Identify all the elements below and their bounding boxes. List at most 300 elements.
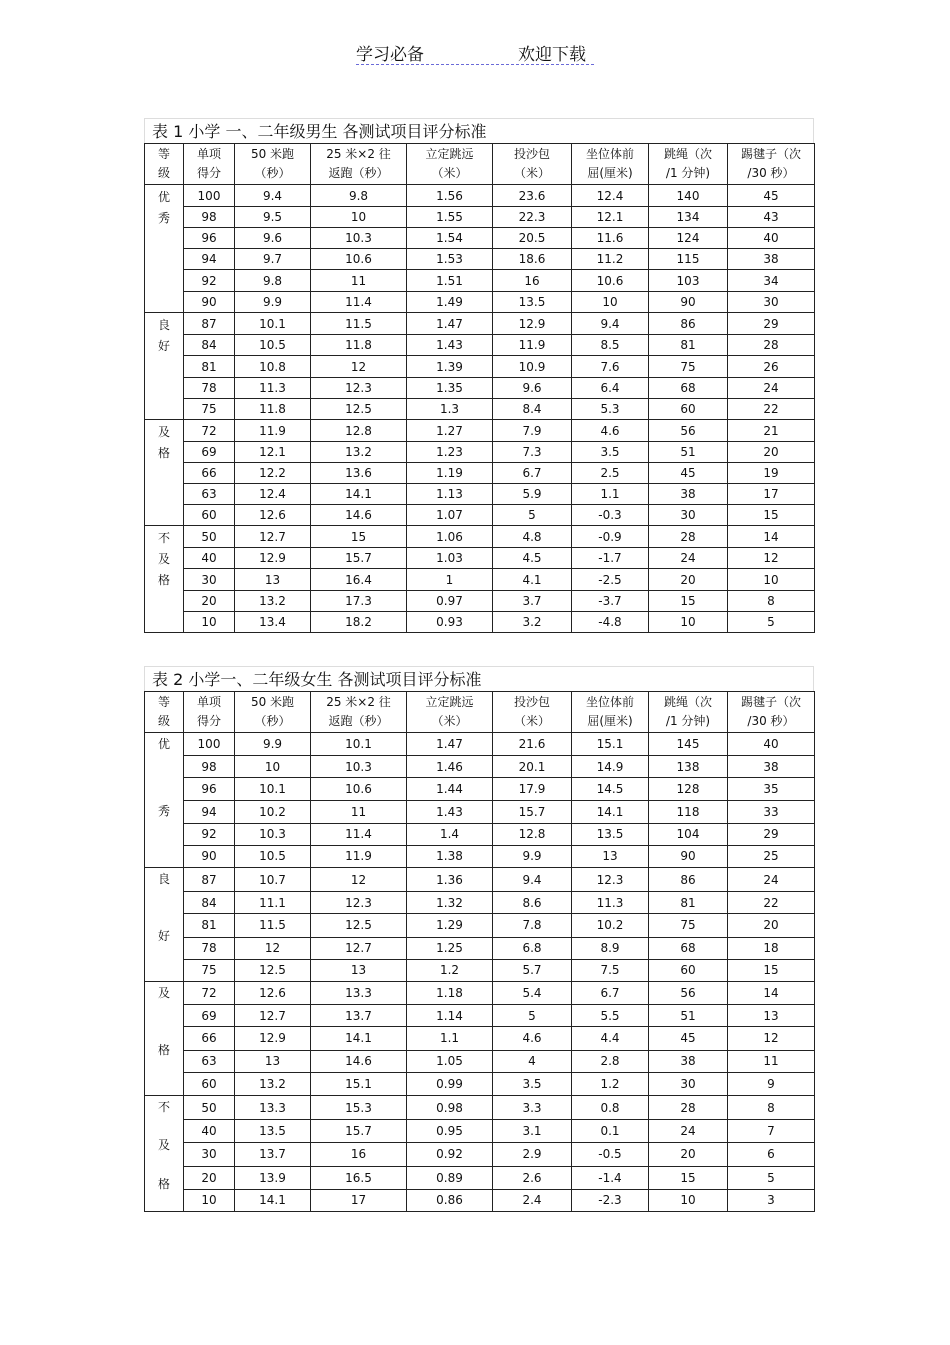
value-cell: 28 — [649, 1096, 728, 1120]
column-header — [184, 144, 235, 185]
value-cell: 2.8 — [572, 1050, 649, 1072]
column-header — [145, 692, 184, 733]
score-cell: 87 — [184, 313, 235, 335]
value-cell: 33 — [728, 801, 815, 823]
table-row — [145, 733, 815, 756]
value-cell: 12.8 — [311, 420, 407, 442]
value-cell: 115 — [649, 249, 728, 270]
score-cell: 100 — [184, 185, 235, 207]
value-cell: 1.18 — [407, 982, 493, 1005]
value-cell: 14.1 — [311, 484, 407, 505]
value-cell: 1.05 — [407, 1050, 493, 1072]
score-cell: 78 — [184, 378, 235, 399]
value-cell: 38 — [649, 484, 728, 505]
value-cell: 13.4 — [235, 612, 311, 633]
value-cell: 2.9 — [493, 1143, 572, 1166]
column-header-line: 50 米跑 — [250, 147, 295, 161]
table-row — [145, 335, 815, 356]
value-cell: 45 — [649, 463, 728, 484]
value-cell: 6.4 — [572, 378, 649, 399]
value-cell: 15 — [728, 959, 815, 981]
column-header — [407, 692, 493, 733]
grade-label-char: 优 — [157, 190, 170, 204]
value-cell: -2.5 — [572, 569, 649, 591]
table-row — [145, 612, 815, 633]
value-cell: 11.8 — [235, 399, 311, 420]
table-row — [145, 959, 815, 981]
value-cell: 15.7 — [311, 548, 407, 569]
score-cell: 84 — [184, 892, 235, 914]
grade-cell — [145, 313, 184, 420]
value-cell: 11.2 — [572, 249, 649, 270]
grade-label-char: 格 — [157, 1176, 170, 1191]
value-cell: 10.1 — [311, 733, 407, 756]
value-cell: -1.7 — [572, 548, 649, 569]
value-cell: 24 — [649, 1120, 728, 1143]
value-cell: 1.43 — [407, 801, 493, 823]
value-cell: 11.9 — [493, 335, 572, 356]
table-row — [145, 1050, 815, 1072]
value-cell: 1.36 — [407, 868, 493, 892]
value-cell: 14.6 — [311, 505, 407, 526]
table-row — [145, 569, 815, 591]
value-cell: 6.7 — [493, 463, 572, 484]
value-cell: 10.3 — [311, 228, 407, 249]
grade-cell — [145, 868, 184, 982]
table-row — [145, 399, 815, 420]
column-header-line: /30 秒） — [747, 714, 795, 728]
score-cell: 40 — [184, 548, 235, 569]
column-header-line: 跳绳（次 — [663, 147, 712, 161]
column-header — [572, 144, 649, 185]
value-cell: 12.5 — [311, 399, 407, 420]
column-header-line: 投沙包 — [513, 695, 550, 709]
value-cell: 12.5 — [311, 914, 407, 937]
value-cell: 22.3 — [493, 207, 572, 228]
value-cell: 17 — [728, 484, 815, 505]
header-row — [145, 144, 815, 185]
value-cell: 13 — [235, 1050, 311, 1072]
value-cell: 1.03 — [407, 548, 493, 569]
value-cell: 1.07 — [407, 505, 493, 526]
value-cell: 14.1 — [311, 1027, 407, 1050]
grade-label-char: 良 — [157, 872, 170, 886]
table-row — [145, 292, 815, 313]
value-cell: 30 — [728, 292, 815, 313]
score-cell: 92 — [184, 823, 235, 845]
table-row — [145, 270, 815, 292]
value-cell: 5 — [728, 1166, 815, 1189]
value-cell: 12 — [311, 868, 407, 892]
score-cell: 40 — [184, 1120, 235, 1143]
column-header — [649, 144, 728, 185]
value-cell: 13 — [572, 845, 649, 867]
value-cell: 81 — [649, 892, 728, 914]
value-cell: 134 — [649, 207, 728, 228]
value-cell: 13.2 — [311, 442, 407, 463]
value-cell: 7.9 — [493, 420, 572, 442]
table-row — [145, 228, 815, 249]
column-header — [311, 144, 407, 185]
grade-label-char: 及 — [157, 552, 170, 566]
score-cell: 72 — [184, 982, 235, 1005]
value-cell: 17.3 — [311, 591, 407, 612]
grade-cell — [145, 1096, 184, 1212]
table-row — [145, 778, 815, 801]
value-cell: 15 — [311, 526, 407, 548]
value-cell: -4.8 — [572, 612, 649, 633]
table-row — [145, 463, 815, 484]
value-cell: 11.9 — [311, 845, 407, 867]
score-cell: 20 — [184, 591, 235, 612]
score-cell: 20 — [184, 1166, 235, 1189]
score-cell: 81 — [184, 914, 235, 937]
value-cell: 25 — [728, 845, 815, 867]
value-cell: 14 — [728, 982, 815, 1005]
value-cell: 28 — [728, 335, 815, 356]
value-cell: 24 — [728, 868, 815, 892]
score-cell: 84 — [184, 335, 235, 356]
value-cell: 15.1 — [572, 733, 649, 756]
column-header-line: 级 — [157, 166, 170, 180]
score-cell: 96 — [184, 228, 235, 249]
value-cell: 29 — [728, 823, 815, 845]
value-cell: 20 — [728, 914, 815, 937]
value-cell: 12.6 — [235, 505, 311, 526]
value-cell: 1.14 — [407, 1005, 493, 1027]
grade-label-char: 不 — [157, 1100, 170, 1114]
value-cell: 0.93 — [407, 612, 493, 633]
column-header-line: 踢毽子（次 — [740, 147, 801, 161]
value-cell: 4.4 — [572, 1027, 649, 1050]
value-cell: 10 — [235, 756, 311, 778]
score-cell: 75 — [184, 959, 235, 981]
value-cell: 10.6 — [311, 778, 407, 801]
column-header-line: 得分 — [196, 166, 221, 180]
value-cell: 18 — [728, 937, 815, 959]
score-cell: 94 — [184, 801, 235, 823]
value-cell: 20 — [728, 442, 815, 463]
value-cell: 4.6 — [572, 420, 649, 442]
value-cell: 10.9 — [493, 356, 572, 378]
column-header-line: （米） — [513, 166, 550, 180]
value-cell: 3.7 — [493, 591, 572, 612]
value-cell: 5.9 — [493, 484, 572, 505]
value-cell: 8.5 — [572, 335, 649, 356]
value-cell: 13.2 — [235, 1072, 311, 1095]
value-cell: 3.1 — [493, 1120, 572, 1143]
value-cell: 1.27 — [407, 420, 493, 442]
value-cell: 0.95 — [407, 1120, 493, 1143]
value-cell: 14 — [728, 526, 815, 548]
value-cell: 6 — [728, 1143, 815, 1166]
table-row — [145, 823, 815, 845]
value-cell: -2.3 — [572, 1189, 649, 1211]
score-cell: 66 — [184, 1027, 235, 1050]
value-cell: 11.5 — [311, 313, 407, 335]
table-row — [145, 1120, 815, 1143]
table-row — [145, 526, 815, 548]
value-cell: 1.51 — [407, 270, 493, 292]
value-cell: 1.3 — [407, 399, 493, 420]
table-row — [145, 1072, 815, 1095]
value-cell: 7.8 — [493, 914, 572, 937]
value-cell: 60 — [649, 399, 728, 420]
value-cell: 5 — [728, 612, 815, 633]
value-cell: 24 — [728, 378, 815, 399]
column-header — [235, 144, 311, 185]
value-cell: 1.32 — [407, 892, 493, 914]
column-header-line: 坐位体前 — [585, 147, 634, 161]
value-cell: 9.5 — [235, 207, 311, 228]
score-cell: 94 — [184, 249, 235, 270]
value-cell: 9.6 — [493, 378, 572, 399]
value-cell: 11 — [728, 1050, 815, 1072]
score-cell: 50 — [184, 526, 235, 548]
value-cell: 11.5 — [235, 914, 311, 937]
value-cell: 28 — [649, 526, 728, 548]
grade-label-char: 格 — [157, 573, 170, 587]
value-cell: 68 — [649, 937, 728, 959]
table-row — [145, 1005, 815, 1027]
value-cell: 9.9 — [235, 733, 311, 756]
score-cell: 60 — [184, 505, 235, 526]
value-cell: 1.1 — [572, 484, 649, 505]
value-cell: 1.06 — [407, 526, 493, 548]
value-cell: 10.1 — [235, 778, 311, 801]
value-cell: 45 — [728, 185, 815, 207]
value-cell: 1.1 — [407, 1027, 493, 1050]
value-cell: 12.2 — [235, 463, 311, 484]
value-cell: 7.3 — [493, 442, 572, 463]
value-cell: 6.8 — [493, 937, 572, 959]
value-cell: 11.4 — [311, 823, 407, 845]
column-header-line: （米） — [431, 714, 468, 728]
score-cell: 78 — [184, 937, 235, 959]
value-cell: 1.56 — [407, 185, 493, 207]
value-cell: 16.4 — [311, 569, 407, 591]
score-cell: 63 — [184, 1050, 235, 1072]
value-cell: 10.6 — [572, 270, 649, 292]
table-row — [145, 484, 815, 505]
score-cell: 96 — [184, 778, 235, 801]
value-cell: 4.1 — [493, 569, 572, 591]
value-cell: 14.1 — [572, 801, 649, 823]
column-header-line: 踢毽子（次 — [740, 695, 801, 709]
value-cell: 12 — [728, 548, 815, 569]
value-cell: 4.6 — [493, 1027, 572, 1050]
value-cell: 12.3 — [311, 378, 407, 399]
value-cell: 6.7 — [572, 982, 649, 1005]
value-cell: 18.6 — [493, 249, 572, 270]
grade-label-char: 秀 — [157, 804, 170, 818]
value-cell: 5.3 — [572, 399, 649, 420]
grade-label-char: 及 — [157, 986, 170, 1000]
header-left-text: 学习必备 — [356, 45, 424, 65]
value-cell: 13.2 — [235, 591, 311, 612]
value-cell: 12.4 — [572, 185, 649, 207]
column-header-line: 坐位体前 — [585, 695, 634, 709]
value-cell: 18.2 — [311, 612, 407, 633]
value-cell: 10.7 — [235, 868, 311, 892]
score-cell: 30 — [184, 1143, 235, 1166]
value-cell: 1.2 — [572, 1072, 649, 1095]
value-cell: 5 — [493, 505, 572, 526]
value-cell: 1.47 — [407, 733, 493, 756]
value-cell: 7.6 — [572, 356, 649, 378]
value-cell: 8.9 — [572, 937, 649, 959]
value-cell: 21.6 — [493, 733, 572, 756]
column-header-line: /1 分钟) — [665, 714, 711, 728]
table-row — [145, 313, 815, 335]
value-cell: 16 — [311, 1143, 407, 1166]
value-cell: 103 — [649, 270, 728, 292]
value-cell: 75 — [649, 914, 728, 937]
value-cell: 138 — [649, 756, 728, 778]
value-cell: 5.7 — [493, 959, 572, 981]
column-header-line: 25 米×2 往 — [326, 147, 391, 161]
value-cell: 0.98 — [407, 1096, 493, 1120]
value-cell: 56 — [649, 420, 728, 442]
column-header-line: （秒） — [254, 714, 291, 728]
value-cell: 51 — [649, 1005, 728, 1027]
value-cell: 15.3 — [311, 1096, 407, 1120]
value-cell: 5.4 — [493, 982, 572, 1005]
page-header — [356, 40, 594, 66]
value-cell: 15.1 — [311, 1072, 407, 1095]
value-cell: 104 — [649, 823, 728, 845]
value-cell: 75 — [649, 356, 728, 378]
score-cell: 69 — [184, 442, 235, 463]
value-cell: 0.99 — [407, 1072, 493, 1095]
column-header-line: （米） — [513, 714, 550, 728]
value-cell: -0.5 — [572, 1143, 649, 1166]
value-cell: 8.6 — [493, 892, 572, 914]
column-header-line: 级 — [157, 714, 170, 728]
value-cell: 13.7 — [311, 1005, 407, 1027]
score-cell: 87 — [184, 868, 235, 892]
value-cell: 8 — [728, 591, 815, 612]
value-cell: 3.5 — [572, 442, 649, 463]
value-cell: 10.6 — [311, 249, 407, 270]
table-2-title: 表 2 小学一、二年级女生 各测试项目评分标准 — [144, 666, 814, 691]
value-cell: 1.38 — [407, 845, 493, 867]
value-cell: 22 — [728, 892, 815, 914]
value-cell: 1.43 — [407, 335, 493, 356]
value-cell: 8 — [728, 1096, 815, 1120]
value-cell: 11 — [311, 270, 407, 292]
score-cell: 69 — [184, 1005, 235, 1027]
value-cell: 1.53 — [407, 249, 493, 270]
value-cell: 1.55 — [407, 207, 493, 228]
grade-label-char: 及 — [157, 425, 170, 439]
value-cell: 1.49 — [407, 292, 493, 313]
table-2 — [144, 691, 815, 1212]
value-cell: 10.3 — [235, 823, 311, 845]
value-cell: 40 — [728, 228, 815, 249]
value-cell: 17.9 — [493, 778, 572, 801]
grade-cell — [145, 526, 184, 633]
table-row — [145, 378, 815, 399]
column-header-line: 50 米跑 — [250, 695, 295, 709]
value-cell: 11.4 — [311, 292, 407, 313]
value-cell: 1.2 — [407, 959, 493, 981]
score-cell: 90 — [184, 845, 235, 867]
value-cell: 0.86 — [407, 1189, 493, 1211]
table-row — [145, 591, 815, 612]
value-cell: 118 — [649, 801, 728, 823]
value-cell: 40 — [728, 733, 815, 756]
value-cell: 12.1 — [572, 207, 649, 228]
score-cell: 75 — [184, 399, 235, 420]
column-header — [145, 144, 184, 185]
value-cell: 1.44 — [407, 778, 493, 801]
column-header-line: /30 秒） — [747, 166, 795, 180]
score-cell: 72 — [184, 420, 235, 442]
column-header — [407, 144, 493, 185]
table-row — [145, 548, 815, 569]
value-cell: 9.9 — [235, 292, 311, 313]
grade-cell — [145, 982, 184, 1096]
column-header-line: 投沙包 — [513, 147, 550, 161]
table-row — [145, 1189, 815, 1211]
value-cell: 9.8 — [235, 270, 311, 292]
value-cell: 86 — [649, 868, 728, 892]
value-cell: 15.7 — [493, 801, 572, 823]
score-cell: 63 — [184, 484, 235, 505]
value-cell: -1.4 — [572, 1166, 649, 1189]
value-cell: 128 — [649, 778, 728, 801]
value-cell: 12.9 — [493, 313, 572, 335]
value-cell: 11.3 — [235, 378, 311, 399]
grade-label-char: 格 — [157, 1042, 170, 1057]
value-cell: 81 — [649, 335, 728, 356]
value-cell: 140 — [649, 185, 728, 207]
column-header-line: 屈(厘米) — [587, 166, 633, 180]
value-cell: 22 — [728, 399, 815, 420]
table-row — [145, 914, 815, 937]
column-header-line: 返跑（秒） — [328, 714, 389, 728]
value-cell: 9.9 — [493, 845, 572, 867]
value-cell: 13 — [235, 569, 311, 591]
value-cell: 9.4 — [235, 185, 311, 207]
column-header — [235, 692, 311, 733]
grade-label-char: 良 — [157, 318, 170, 332]
value-cell: 3.5 — [493, 1072, 572, 1095]
grade-label-char: 秀 — [157, 211, 170, 225]
value-cell: 4.8 — [493, 526, 572, 548]
table-1 — [144, 143, 815, 633]
score-cell: 66 — [184, 463, 235, 484]
value-cell: 2.5 — [572, 463, 649, 484]
value-cell: 51 — [649, 442, 728, 463]
value-cell: 10.5 — [235, 845, 311, 867]
value-cell: 90 — [649, 845, 728, 867]
table-row — [145, 420, 815, 442]
table-row — [145, 185, 815, 207]
column-header-line: 25 米×2 往 — [326, 695, 391, 709]
table-2-container — [144, 666, 814, 1212]
table-row — [145, 801, 815, 823]
value-cell: 43 — [728, 207, 815, 228]
value-cell: 11.8 — [311, 335, 407, 356]
column-header-line: 屈(厘米) — [587, 714, 633, 728]
score-cell: 98 — [184, 207, 235, 228]
value-cell: 12.3 — [311, 892, 407, 914]
table-1-title: 表 1 小学 一、二年级男生 各测试项目评分标准 — [144, 118, 814, 143]
score-cell: 100 — [184, 733, 235, 756]
value-cell: -0.9 — [572, 526, 649, 548]
